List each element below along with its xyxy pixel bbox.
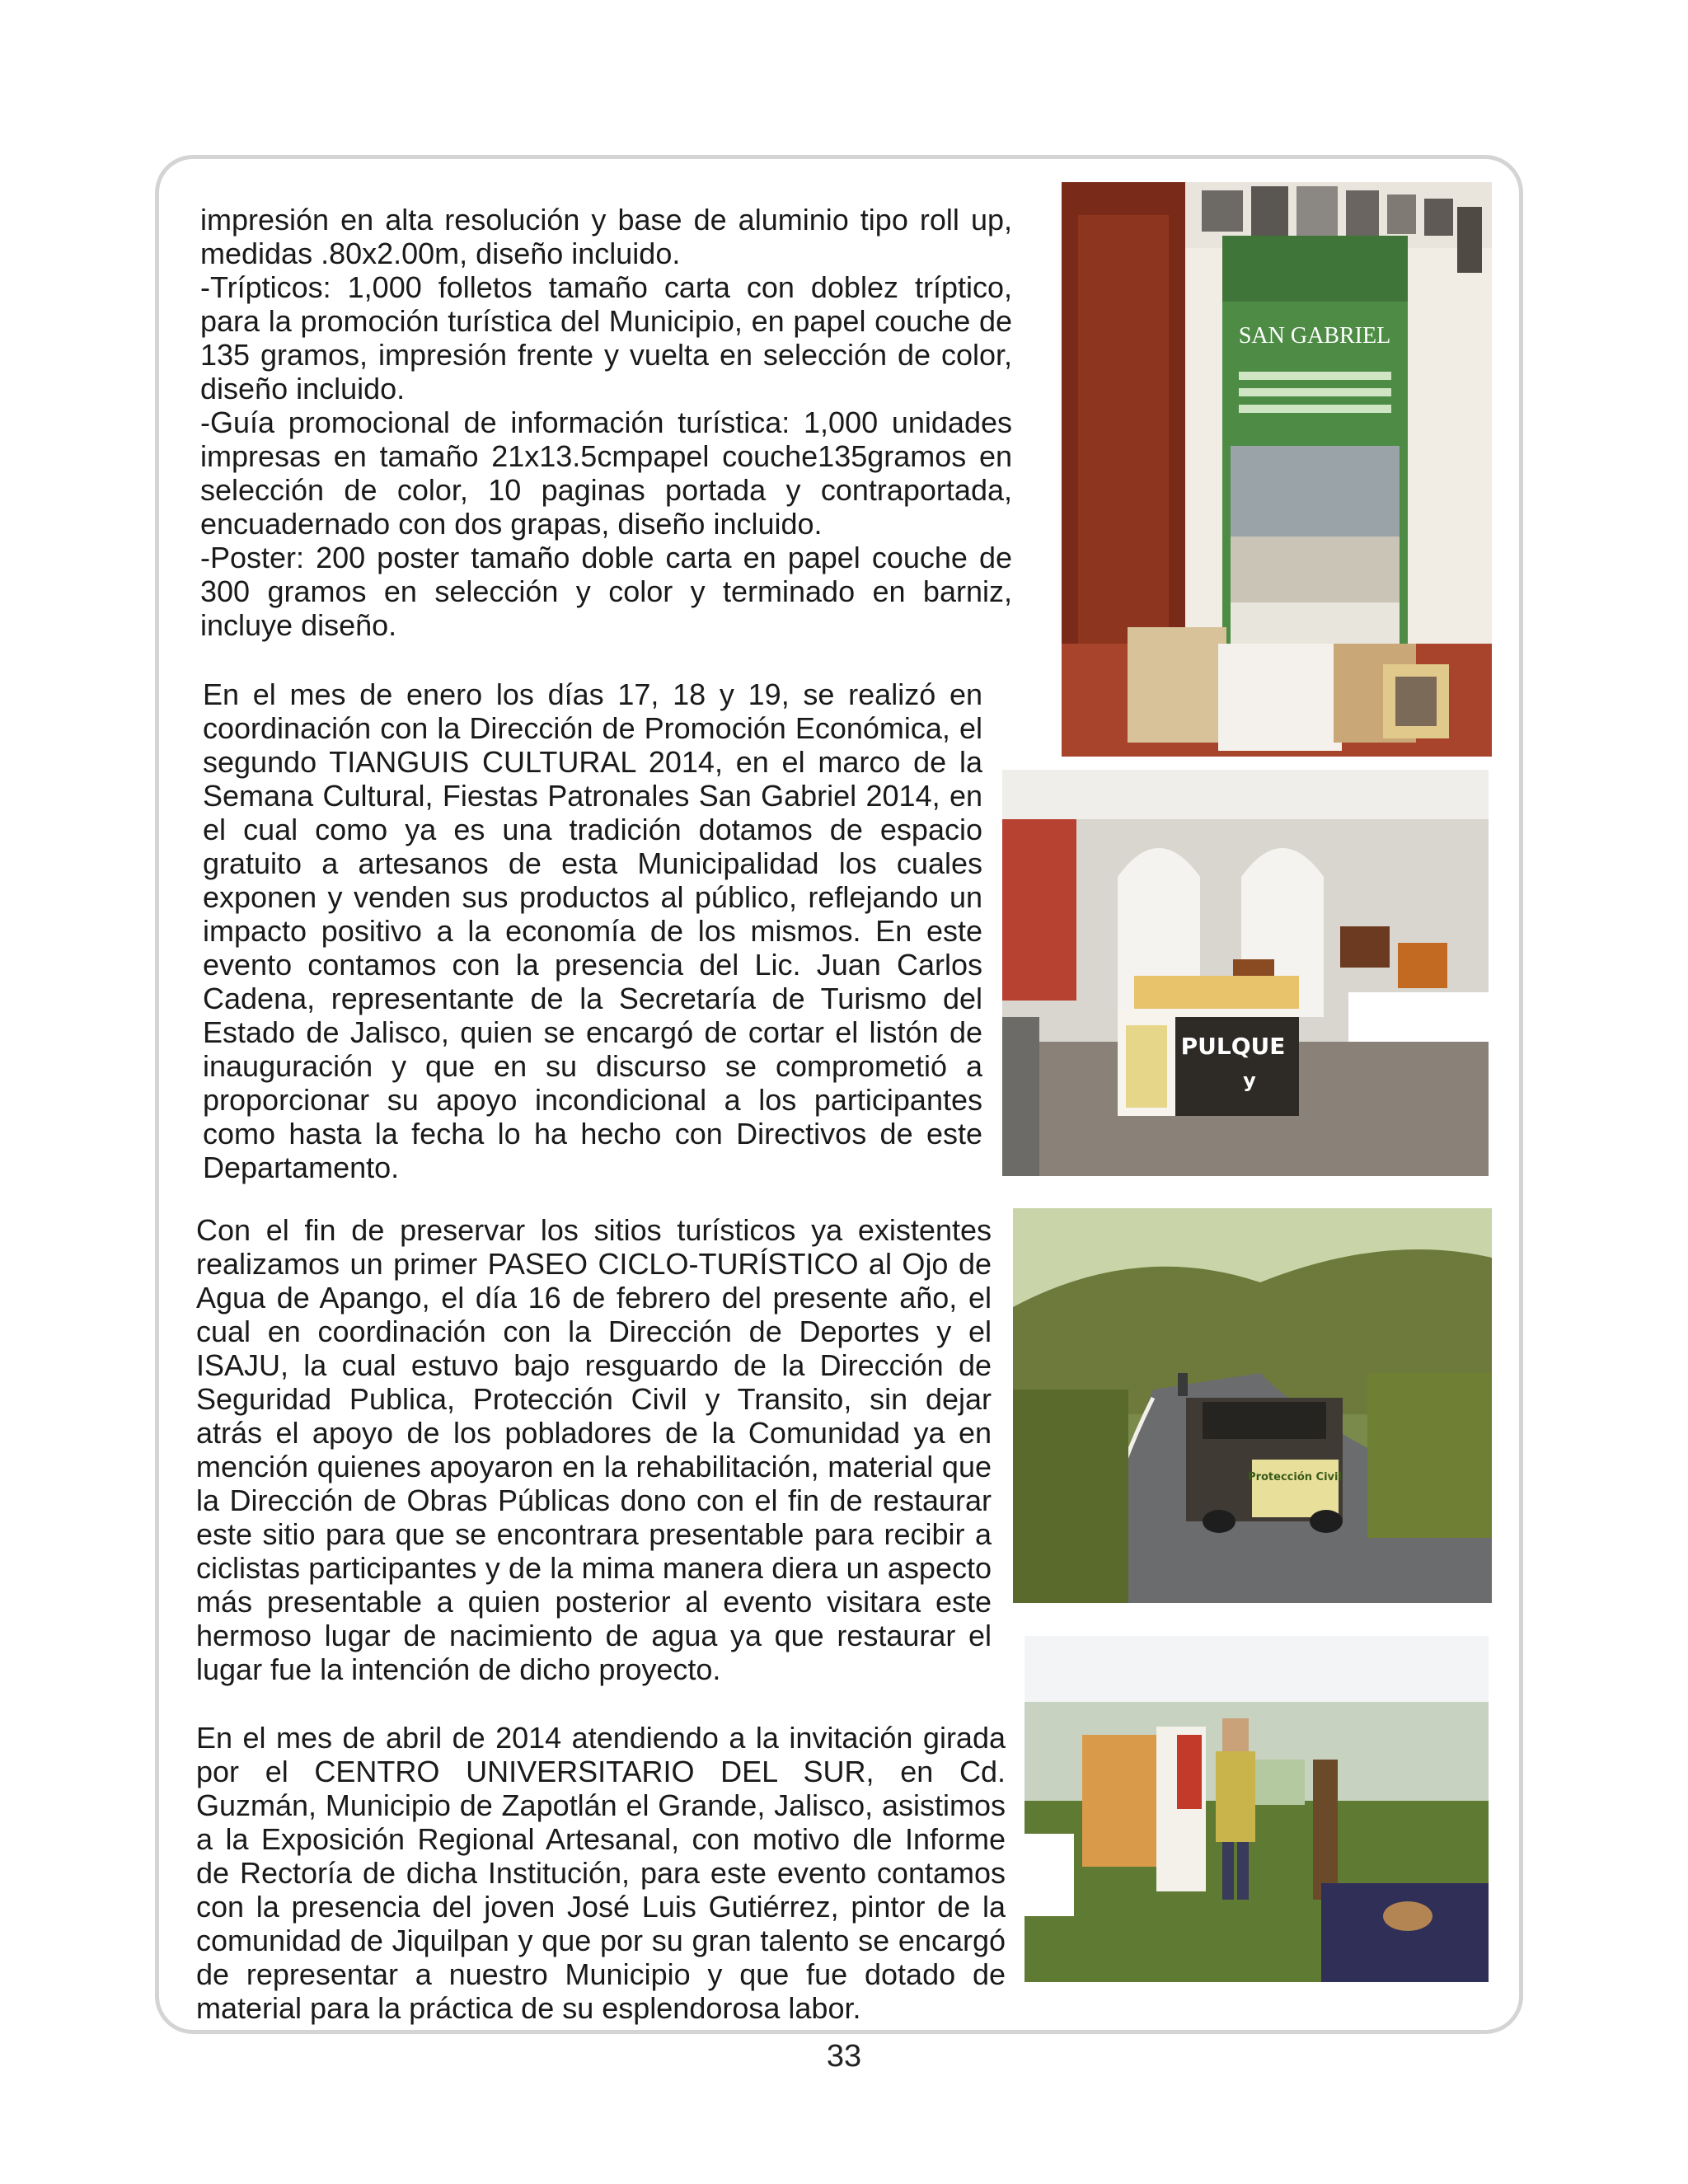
paragraph: -Guía promocional de información turística: 1,000 unidades impresas en tamaño 21x13.5cmpapel couche135gramos en selección de color, 10 paginas portada y contraportada, encuadernado con dos grapas, diseño incluido. — [200, 405, 1012, 541]
photo-mountain-road-vehicle — [1013, 1208, 1492, 1603]
text-block-exposicion-artesanal — [196, 1721, 1006, 2025]
photo-roll-up-banner — [1062, 182, 1492, 757]
stall-sign-small: y — [1243, 1069, 1256, 1092]
stall-sign: PULQUE — [1180, 1033, 1286, 1060]
banner-title: SAN GABRIEL — [1238, 323, 1391, 349]
paragraph: -Poster: 200 poster tamaño doble carta en papel couche de 300 gramos en selección y color y terminado en barniz, incluye diseño. — [200, 541, 1012, 642]
paragraph: -Trípticos: 1,000 folletos tamaño carta con doblez tríptico, para la promoción turística del Municipio, en papel couche de 135 gramos, impresión frente y vuelta en selección de color, diseño incluido. — [200, 270, 1012, 405]
page-number: 33 — [826, 2039, 862, 2074]
photo-tianguis-stalls — [1002, 770, 1489, 1176]
text-block-tianguis-cultural — [203, 677, 982, 1184]
text-block-promotional-materials — [200, 203, 1012, 642]
paragraph: En el mes de abril de 2014 atendiendo a la invitación girada por el CENTRO UNIVERSITARIO DEL SUR, en Cd. Guzmán, Municipio de Zapotlán el Grande, Jalisco, asistimos a la Exposición Regional Artesanal, con motivo dle Informe de Rectoría de dicha Institución, para este evento contamos con la presencia del joven José Luis Gutiérrez, pintor de la comunidad de Jiquilpan y que por su gran talento se encargó de representar a nuestro Municipio y que fue dotado de material para la práctica de su esplendorosa labor. — [196, 1721, 1006, 2025]
text-block-paseo-ciclo-turistico — [196, 1213, 992, 1686]
vehicle-sign: Protección Civil — [1248, 1471, 1342, 1483]
photo-painter-exhibition — [1025, 1636, 1489, 1982]
paragraph: Con el fin de preservar los sitios turísticos ya existentes realizamos un primer PASEO CICLO-TURÍSTICO al Ojo de Agua de Apango, el día 16 de febrero del presente año, el cual en coordinación con la Dirección de Deportes y el ISAJU, la cual estuvo bajo resguardo de la Dirección de Seguridad Publica, Protección Civil y Transito, sin dejar atrás el apoyo de los pobladores de la Comunidad ya en mención quienes apoyaron en la rehabilitación, material que la Dirección de Obras Públicas dono con el fin de restaurar este sitio para que se encontrara presentable para recibir a ciclistas participantes y de la mima manera diera un aspecto más presentable a quien posterior al evento visitara este hermoso lugar de nacimiento de agua ya que restaurar el lugar fue la intención de dicho proyecto. — [196, 1213, 992, 1686]
paragraph: impresión en alta resolución y base de aluminio tipo roll up, medidas .80x2.00m, diseño incluido. — [200, 203, 1012, 270]
paragraph: En el mes de enero los días 17, 18 y 19, se realizó en coordinación con la Dirección de Promoción Económica, el segundo TIANGUIS CULTURAL 2014, en el marco de la Semana Cultural, Fiestas Patronales San Gabriel 2014, en el cual como ya es una tradición dotamos de espacio gratuito a artesanos de esta Municipalidad los cuales exponen y venden sus productos al público, reflejando un impacto positivo a la economía de los mismos. En este evento contamos con la presencia del Lic. Juan Carlos Cadena, representante de la Secretaría de Turismo del Estado de Jalisco, quien se encargó de cortar el listón de inauguración y que en su discurso se comprometió a proporcionar su apoyo incondicional a los participantes como hasta la fecha lo ha hecho con Directivos de este Departamento. — [203, 677, 982, 1184]
